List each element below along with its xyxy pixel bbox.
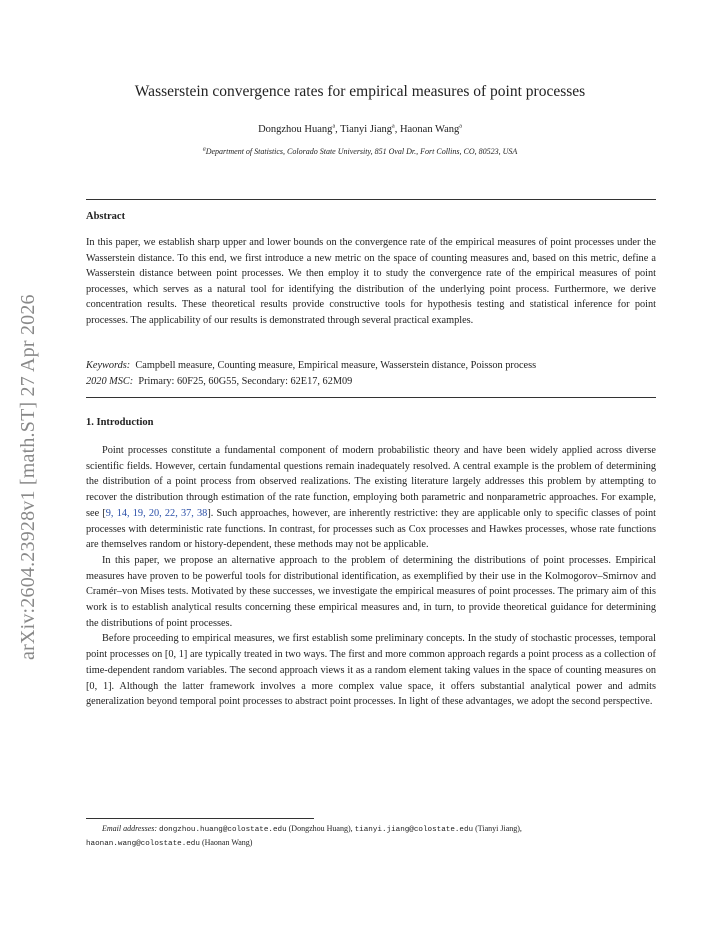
footnote-rule	[86, 818, 314, 819]
paragraph: Point processes constitute a fundamental component of modern probabilistic theory and have been widely applied across diverse scientific fields. However, certain fundamental questions remain inadequately resolved. A central example is the problem of determining the distribution of a point process from observed realizations. The existing literature largely addresses this problem by attempting to recover the distribution through estimation of the rate function, employing both parametric and nonparametric approaches. For example, see [9, 14, 19, 20, 22, 37, 38]. Such approaches, however, are inherently restrictive: they are applicable only to specific classes of point processes with deterministic rate functions. In contrast, for processes such as Cox processes and Hawkes processes, whose rate functions are themselves random or history-dependent, these methods may not be applicable.	[86, 445, 657, 551]
abstract-heading: Abstract	[86, 211, 126, 222]
keywords-block	[86, 358, 656, 389]
email-link[interactable]: dongzhou.huang@colostate.edu	[159, 826, 287, 834]
affiliation-mark: a	[202, 146, 206, 153]
affiliation-mark: a	[459, 123, 462, 130]
email-link[interactable]: haonan.wang@colostate.edu	[86, 839, 200, 848]
footnote-label: Email addresses:	[102, 824, 158, 833]
paper-title: Wasserstein convergence rates for empirical measures of point processes	[134, 83, 586, 100]
author-name: Tianyi Jiang	[340, 124, 393, 135]
paragraph: In this paper, we propose an alternative approach to the problem of determining the distributions of point processes. Empirical measures have proven to be powerful tools for distributional identification, as exemplified by their use in the Kolmogorov–Smirnov and Cramér–von Mises tests. Motivated by these successes, we investigate the empirical measures of point processes. The primary aim of this work is to establish analytical results concerning these empirical measures and, in turn, to provide theoretical guidance for determining the distributions of point processes.	[86, 554, 656, 629]
email-link[interactable]: tianyi.jiang@colostate.edu	[354, 826, 474, 834]
divider	[86, 199, 656, 200]
msc-label: 2020 MSC:	[86, 375, 134, 387]
paragraph: Before proceeding to empirical measures, we first establish some preliminary concepts. In the study of stochastic processes, temporal point processes on [0, 1] are typically treated in two ways. The first and more common approach regards a point process as a collection of time-dependent random variables. The second approach views it as a random element taking values in the space of counting measures on [0, 1]. Although the latter framework involves a more complex value space, it offers substantial analytical power and admits generalization beyond temporal point processes to abstract point processes. In light of these advantages, we adopt the second perspective.	[86, 633, 656, 708]
section-body	[86, 443, 656, 710]
keywords-text: Campbell measure, Counting measure, Empirical measure, Wasserstein distance, Poisson process	[135, 360, 537, 371]
citation-links[interactable]: 9, 14, 19, 20, 22, 37, 38	[105, 507, 208, 519]
keywords-label: Keywords:	[86, 360, 131, 371]
divider	[86, 397, 656, 398]
affiliation-mark: a	[332, 123, 336, 130]
footnote: Email addresses: dongzhou.huang@colostate.edu (Dongzhou Huang), tianyi.jiang@colostate.edu (Tianyi Jiang), haonan.wang@colostate.edu (Haonan Wang)	[86, 824, 522, 848]
affiliation	[0, 147, 720, 156]
arxiv-identifier: arXiv:2604.23928v1 [math.ST] 27 Apr 2026	[17, 294, 39, 660]
affiliation-text: Department of Statistics, Colorado State University, 851 Oval Dr., Fort Collins, CO, 80523, USA	[205, 147, 518, 156]
author-list: Dongzhou Huang$^a$, Tianyi Jiang$^a$, Haonan Wang$^a$	[258, 123, 462, 135]
affiliation-mark: a	[392, 123, 395, 130]
abstract-text: In this paper, we establish sharp upper and lower bounds on the convergence rate of the empirical measures of point processes under the Wasserstein distance. To this end, we first introduce a new metric on the space of counting measures and, based on this metric, define a Wasserstein distance between point processes. We then employ it to study the convergence rate of the empirical measures of point processes, which serves as a natural tool for identifying the distribution of the underlying point process. Furthermore, we derive concentration results. These theoretical results provide constructive tools for hypothesis testing and statistical inference for point processes. The applicability of our results is demonstrated through several practical examples.	[86, 237, 656, 326]
section-heading: 1. Introduction	[86, 417, 154, 428]
msc-text: Primary: 60F25, 60G55, Secondary: 62E17, 62M09	[138, 375, 353, 387]
author-name: Dongzhou Huang	[258, 124, 333, 135]
author-name: Haonan Wang	[399, 124, 460, 135]
